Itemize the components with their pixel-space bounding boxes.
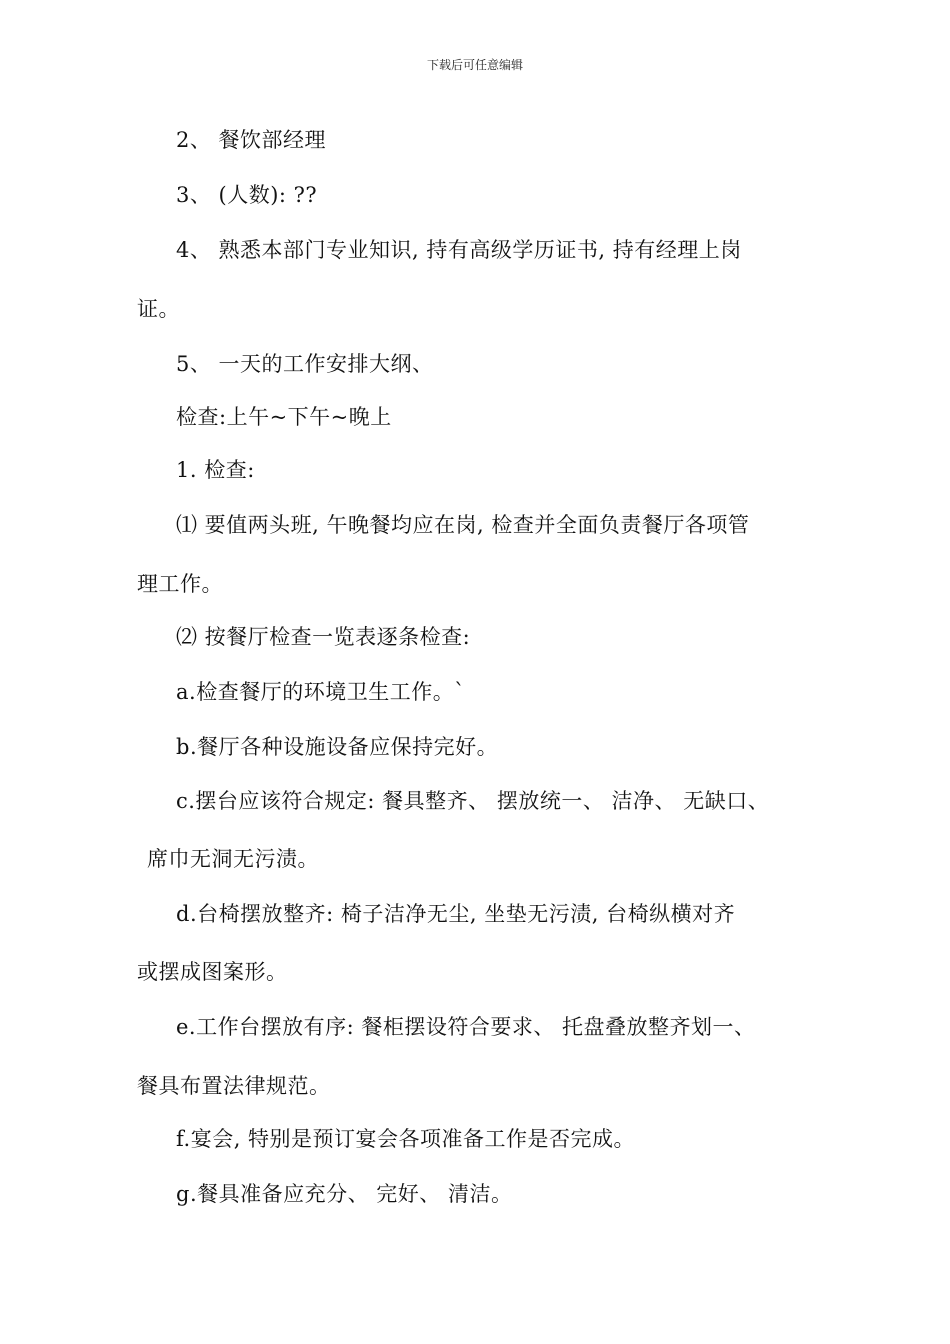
text-line: c.摆台应该符合规定: 餐具整齐、 摆放统一、 洁净、 无缺口、 bbox=[176, 789, 770, 813]
text-line: 3、 (人数): ?? bbox=[176, 183, 318, 207]
text-line: ⑴ 要值两头班, 午晚餐均应在岗, 检查并全面负责餐厅各项管 bbox=[176, 513, 750, 537]
text-line: ⑵ 按餐厅检查一览表逐条检查: bbox=[176, 625, 471, 649]
text-line: 2、 餐饮部经理 bbox=[176, 128, 327, 152]
text-line: b.餐厅各种设施设备应保持完好。 bbox=[176, 735, 499, 759]
text-line: a.检查餐厅的环境卫生工作。` bbox=[176, 680, 466, 704]
text-line: 1. 检查: bbox=[176, 458, 255, 482]
text-line: 证。 bbox=[137, 297, 180, 321]
text-line: e.工作台摆放有序: 餐柜摆设符合要求、 托盘叠放整齐划一、 bbox=[176, 1015, 756, 1039]
text-line: 5、 一天的工作安排大纲、 bbox=[176, 352, 434, 376]
text-line: 理工作。 bbox=[137, 572, 223, 596]
text-line: 或摆成图案形。 bbox=[137, 960, 288, 984]
text-line: f.宴会, 特别是预订宴会各项准备工作是否完成。 bbox=[176, 1127, 636, 1151]
text-line: g.餐具准备应充分、 完好、 清洁。 bbox=[176, 1182, 513, 1206]
text-line: 检查:上午~下午~晚上 bbox=[176, 405, 392, 429]
text-line: 席巾无洞无污渍。 bbox=[147, 847, 319, 871]
page-header: 下载后可任意编辑 bbox=[426, 58, 523, 72]
text-line: d.台椅摆放整齐: 椅子洁净无尘, 坐垫无污渍, 台椅纵横对齐 bbox=[176, 902, 736, 926]
text-line: 4、 熟悉本部门专业知识, 持有高级学历证书, 持有经理上岗 bbox=[176, 238, 742, 262]
text-line: 餐具布置法律规范。 bbox=[137, 1074, 331, 1098]
